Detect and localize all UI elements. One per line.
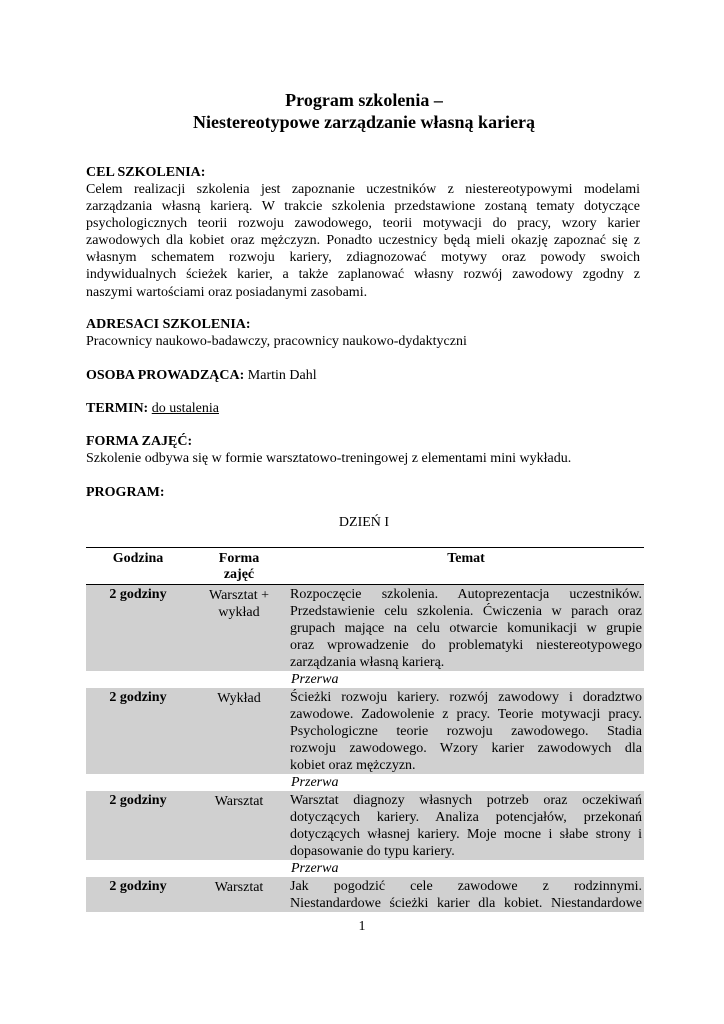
row-forma-line: Warsztat + <box>208 588 270 603</box>
row-godzina: 2 godziny <box>109 587 167 602</box>
header-forma-line-2: zajęć <box>223 567 255 582</box>
table-row <box>86 791 644 860</box>
temat-line: dotyczących kariery. Analiza potencjałów, przekonań <box>290 810 642 825</box>
row-forma-line: Wykład <box>217 691 261 706</box>
break-label: Przerwa <box>291 775 339 790</box>
header-forma-line-1: Forma <box>218 551 260 566</box>
row-forma <box>196 690 282 707</box>
temat-line: Przedstawienie celu szkolenia. Ćwiczenia w parach oraz <box>290 604 642 619</box>
cel-paragraph <box>86 181 640 301</box>
cel-line: Celem realizacji szkolenia jest zapoznanie uczestników z niestereotypowymi modelami <box>86 182 640 197</box>
table-header <box>86 547 644 585</box>
osoba-line <box>86 367 317 384</box>
termin-line <box>86 400 219 417</box>
temat-line: zarządzania własną karierą. <box>290 655 445 670</box>
row-forma <box>196 793 282 810</box>
temat-line: rozwoju zawodowego. Wzory karier zawodowych dla <box>290 741 642 756</box>
row-godzina: 2 godziny <box>109 690 167 705</box>
cel-line: własnym schematem rozwoju kariery, zdiagnozować motywy oraz powody swoich <box>86 250 640 266</box>
row-temat <box>290 792 642 860</box>
row-forma-line: Warsztat <box>214 794 264 809</box>
break-row <box>86 860 644 877</box>
program-table <box>86 547 644 912</box>
adresaci-heading: ADRESACI SZKOLENIA: <box>86 317 251 332</box>
row-temat <box>290 878 642 912</box>
header-godzina: Godzina <box>112 551 164 566</box>
forma-text: Szkolenie odbywa się w formie warsztatowo-treningowej z elementami mini wykładu. <box>86 451 572 466</box>
temat-line: Jak pogodzić cele zawodowe z rodzinnymi. <box>290 879 642 894</box>
cel-line: zarządzania własną karierą. W trakcie szkolenia przedstawione zostaną tematy dotyczące <box>86 199 640 215</box>
table-row <box>86 688 644 774</box>
temat-line: Psychologiczne teorie rozwoju zawodowego. Stadia <box>290 724 642 739</box>
row-temat <box>290 586 642 671</box>
cel-line: naszymi wartościami oraz posiadanymi zasobami. <box>86 284 368 300</box>
temat-line: Rozpoczęcie szkolenia. Autoprezentacja uczestników. <box>290 587 642 602</box>
termin-value: do ustalenia <box>151 401 219 416</box>
title-line-2: Niestereotypowe zarządzanie własną karierą <box>192 112 536 132</box>
break-row <box>86 774 644 791</box>
temat-line: kobiet oraz mężczyzn. <box>290 758 416 773</box>
row-godzina: 2 godziny <box>109 879 167 894</box>
temat-line: Warsztat diagnozy własnych potrzeb oraz oczekiwań <box>290 793 642 808</box>
termin-label: TERMIN: <box>86 401 149 416</box>
temat-line: dotyczących własnej kariery. Moje mocne i słabe strony i <box>290 827 642 842</box>
osoba-label: OSOBA PROWADZĄCA: <box>86 368 245 383</box>
cel-line: zawodowych dla kobiet oraz mężczyzn. Ponadto uczestnicy będą mieli okazję zapoznać się z <box>86 233 640 249</box>
osoba-value: Martin Dahl <box>247 368 317 383</box>
forma-heading: FORMA ZAJĘĆ: <box>86 434 193 449</box>
break-label: Przerwa <box>291 672 339 687</box>
row-forma <box>196 879 282 896</box>
document-title <box>86 89 642 133</box>
row-forma <box>196 587 282 621</box>
table-row <box>86 877 644 912</box>
cel-line: psychologicznych teorii rozwoju zawodowego, teorii motywacji do pracy, wzory karier <box>86 216 640 232</box>
day-label: DZIEŃ I <box>338 515 390 530</box>
cel-heading: CEL SZKOLENIA: <box>86 165 206 180</box>
header-forma <box>196 551 282 583</box>
row-forma-line: Warsztat <box>214 880 264 895</box>
temat-line: Niestandardowe ścieżki karier dla kobiet. Niestandardowe <box>290 896 642 911</box>
temat-line: grupach mające na celu otwarcie komunikacji w grupie <box>290 621 642 636</box>
row-temat <box>290 689 642 774</box>
row-forma-line: wykład <box>218 605 260 620</box>
row-godzina: 2 godziny <box>109 793 167 808</box>
break-label: Przerwa <box>291 861 339 876</box>
program-heading: PROGRAM: <box>86 485 165 500</box>
temat-line: zawodowe. Zadowolenie z pracy. Teorie motywacji pracy. <box>290 707 642 722</box>
temat-line: oraz wprowadzenie do problematyki niestereotypowego <box>290 638 642 653</box>
adresaci-text: Pracownicy naukowo-badawczy, pracownicy naukowo-dydaktyczni <box>86 334 467 349</box>
break-row <box>86 671 644 688</box>
page-number: 1 <box>358 919 366 934</box>
temat-line: dopasowanie do typu kariery. <box>290 844 455 859</box>
cel-line: indywidualnych ścieżek karier, a także zaplanować własny rozwój zawodowy zgodny z <box>86 267 640 283</box>
table-row <box>86 585 644 671</box>
header-temat: Temat <box>447 551 485 566</box>
title-line-1: Program szkolenia – <box>285 90 443 110</box>
temat-line: Ścieżki rozwoju kariery. rozwój zawodowy i doradztwo <box>290 690 642 705</box>
